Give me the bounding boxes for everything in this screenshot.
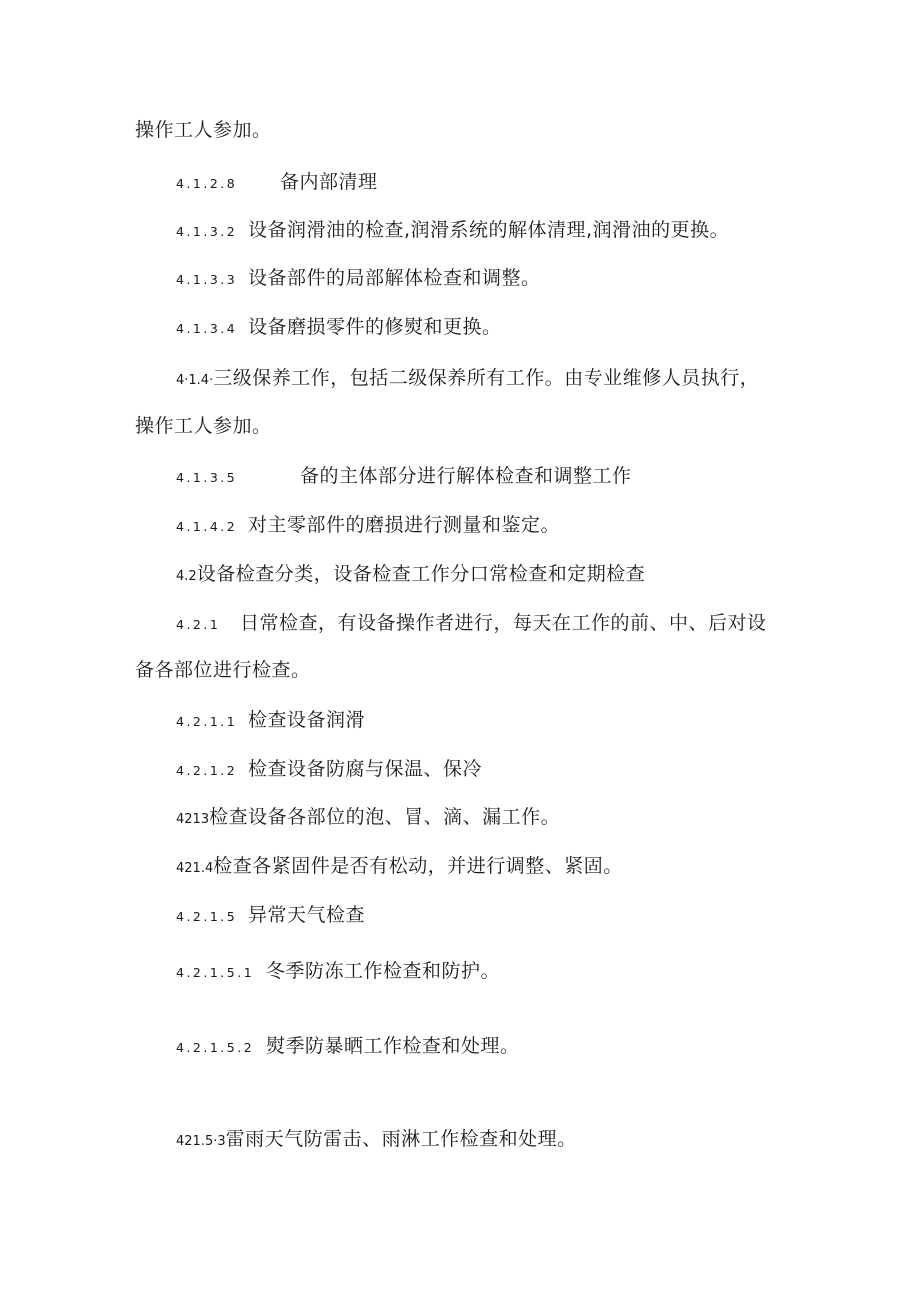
paragraph-line [135,118,272,142]
section-item [176,170,378,196]
section-item [176,315,502,341]
section-number: 4.2 [176,569,197,584]
paragraph-line [135,658,311,682]
section-number: 4.2.1.5.1 [176,965,255,980]
line-text: 操作工人参加。 [135,119,272,141]
section-item [176,266,541,292]
section-text: 设备部件的局部解体检查和调整。 [248,267,541,289]
section-text: 检查设备各部位的泡、冒、滴、漏工作。 [209,806,561,828]
section-number: 4.2.1.2 [176,763,238,778]
section-number: 421.5·3 [176,1134,226,1149]
section-number: 4.2.1.1 [176,714,238,729]
section-text: 备内部清理 [280,171,378,193]
section-text: 日常检查，有设备操作者进行，每天在工作的前、中、后对设 [240,612,767,634]
section-text: 检查设备防腐与保温、保冷 [248,758,483,780]
section-number: 4.1.4.2 [176,519,238,534]
section-number: 4.1.3.3 [176,272,238,287]
section-item [176,903,365,929]
section-item [176,757,482,783]
section-number: 421.4 [176,861,214,876]
section-text: 检查设备润滑 [248,709,366,731]
paragraph-line [135,414,272,438]
section-number: 4213 [176,812,210,827]
section-number: 4·1.4· [176,373,214,388]
section-text: 雷雨天气防雷击、雨淋工作检查和处理。 [225,1128,577,1150]
section-text: 异常天气检查 [248,904,366,926]
section-item [176,1034,520,1060]
section-text: 检查各紧固件是否有松动，并进行调整、紧固。 [213,855,623,877]
section-text: 设备润滑油的检查,润滑系统的解体清理,润滑油的更换。 [248,219,730,241]
section-number: 4.2.1.5.2 [176,1040,255,1055]
section-text: 备的主体部分进行解体检查和调整工作 [300,465,632,487]
section-item [176,464,632,490]
section-number: 4.1.3.5 [176,470,238,485]
section-text: 设备检查分类，设备检查工作分口常检查和定期检查 [196,563,646,585]
section-item [176,611,767,637]
section-item [176,366,759,393]
section-text: 设备磨损零件的修熨和更换。 [248,316,502,338]
section-item [176,708,365,734]
section-text: 对主零部件的磨损进行测量和鉴定。 [248,514,561,536]
section-item [176,218,729,244]
section-item [176,513,560,539]
section-number: 4.1.3.2 [176,224,238,239]
section-number: 4.2.1.5 [176,909,238,924]
section-number: 4.1.3.4 [176,321,238,336]
section-number: 4.2.1 [176,617,221,632]
section-item [176,959,500,985]
section-item [176,854,623,881]
section-item [176,805,560,832]
section-number: 4.1.2.8 [176,176,238,191]
line-text: 备各部位进行检查。 [135,659,311,681]
line-text: 操作工人参加。 [135,415,272,437]
section-text: 熨季防暴晒工作检查和处理。 [266,1035,520,1057]
section-item [176,562,645,589]
section-text: 冬季防冻工作检查和防护。 [266,960,501,982]
section-text: 三级保养工作，包括二级保养所有工作。由专业维修人员执行， [213,367,760,389]
section-item [176,1127,577,1154]
